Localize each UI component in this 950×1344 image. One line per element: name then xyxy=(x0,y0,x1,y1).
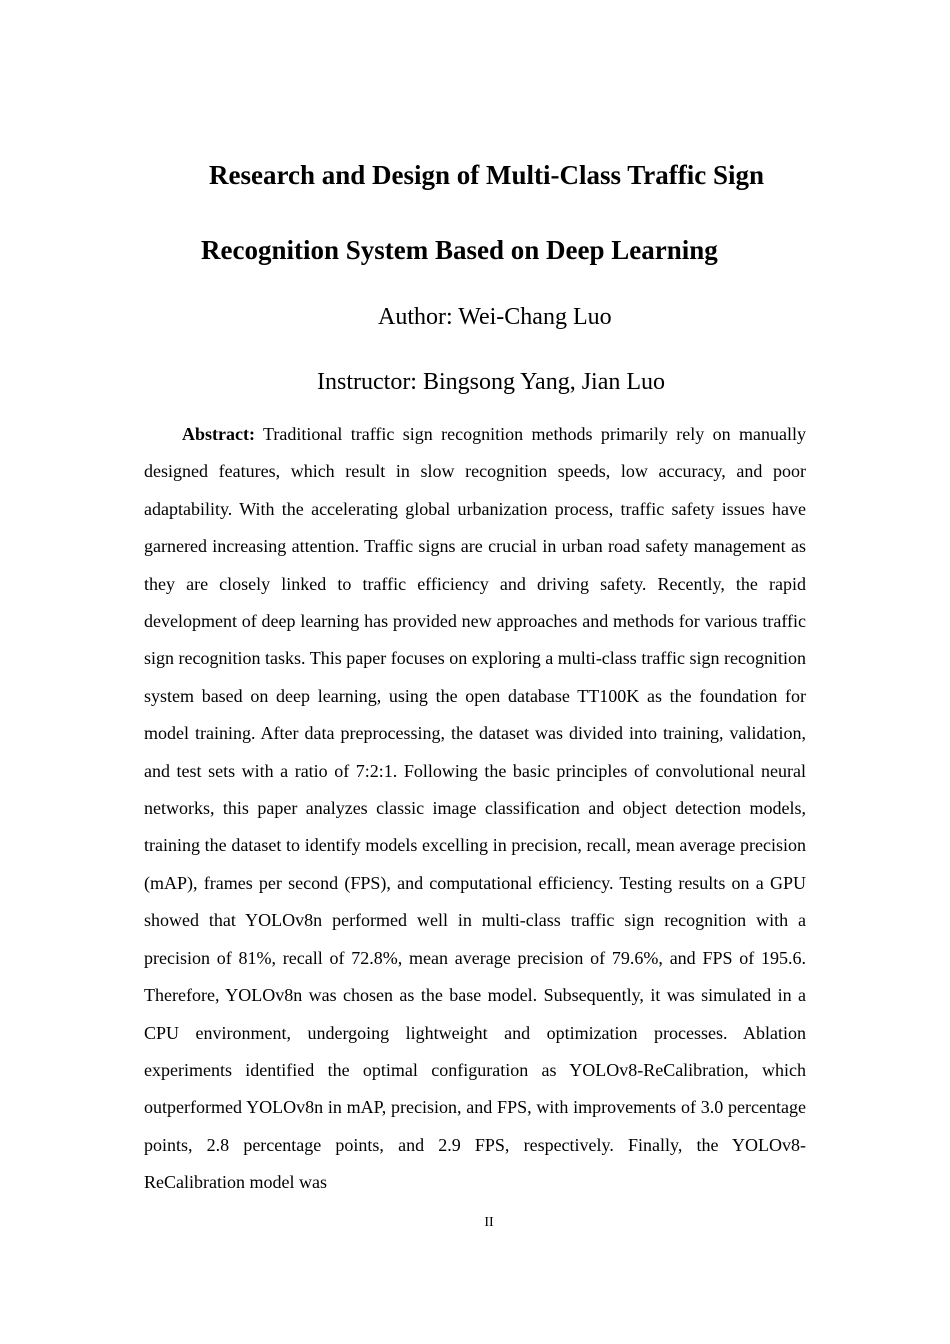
abstract-text: Traditional traffic sign recognition methods primarily rely on manually designed features, which result in slow recognition speeds, low accuracy, and poor adaptability. With the accelerating global urbanization process, traffic safety issues have garnered increasing attention. Traffic signs are crucial in urban road safety management as they are closely linked to traffic efficiency and driving safety. Recently, the rapid development of deep learning has provided new approaches and methods for various traffic sign recognition tasks. This paper focuses on exploring a multi-class traffic sign recognition system based on deep learning, using the open database TT100K as the foundation for model training. After data preprocessing, the dataset was divided into training, validation, and test sets with a ratio of 7:2:1. Following the basic principles of convolutional neural networks, this paper analyzes classic image classification and object detection models, training the dataset to identify models excelling in precision, recall, mean average precision (mAP), frames per second (FPS), and computational efficiency. Testing results on a GPU showed that YOLOv8n performed well in multi-class traffic sign recognition with a precision of 81%, recall of 72.8%, mean average precision of 79.6%, and FPS of 195.6. Therefore, YOLOv8n was chosen as the base model. Subsequently, it was simulated in a CPU environment, undergoing lightweight and optimization processes. Ablation experiments identified the optimal configuration as YOLOv8-ReCalibration, which outperformed YOLOv8n in mAP, precision, and FPS, with improvements of 3.0 percentage points, 2.8 percentage points, and 2.9 FPS, respectively. Finally, the YOLOv8-ReCalibration model was xyxy=(144,424,806,1193)
author-name: Wei-Chang Luo xyxy=(458,304,612,330)
abstract-label: Abstract: xyxy=(182,424,255,444)
instructor-line xyxy=(317,369,665,396)
page-number: II xyxy=(484,1215,494,1230)
paper-title-line-1: Research and Design of Multi-Class Traffic Sign xyxy=(209,160,765,190)
instructor-names: Bingsong Yang, Jian Luo xyxy=(422,369,666,395)
instructor-label: Instructor: xyxy=(317,369,417,395)
author-line xyxy=(378,304,612,331)
abstract-paragraph xyxy=(144,416,806,1202)
author-label: Author: xyxy=(378,304,453,330)
paper-title-line-2: Recognition System Based on Deep Learning xyxy=(201,235,718,265)
